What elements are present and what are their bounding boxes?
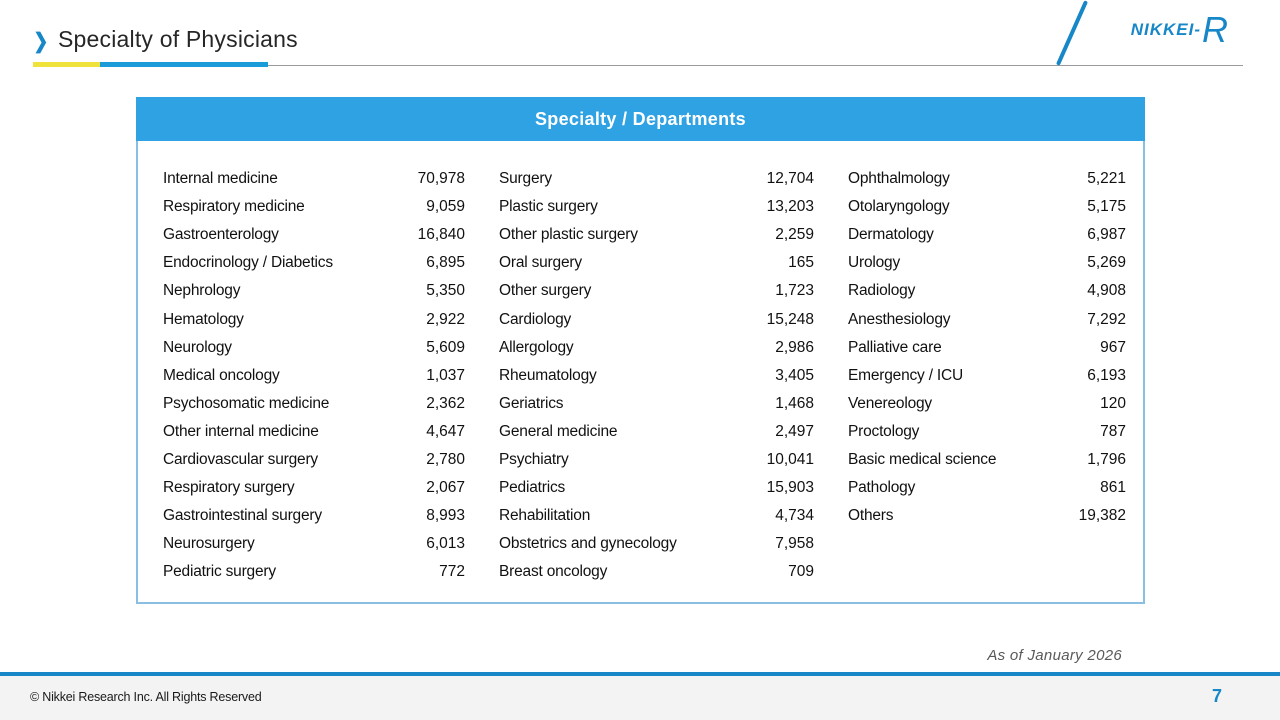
- specialty-value: 2,922: [426, 310, 465, 328]
- copyright-text: © Nikkei Research Inc. All Rights Reserved: [30, 690, 262, 704]
- specialty-label: Other surgery: [499, 282, 592, 300]
- table-row: [499, 334, 814, 362]
- specialty-value: 4,647: [426, 422, 465, 440]
- specialty-value: 772: [439, 563, 465, 581]
- table-row: [499, 558, 814, 586]
- chevron-right-icon: ❯: [33, 30, 49, 53]
- table-row: [163, 390, 465, 418]
- specialty-label: Plastic surgery: [499, 198, 598, 216]
- specialty-label: Others: [848, 507, 894, 525]
- specialty-value: 8,993: [426, 507, 465, 525]
- table-row: [848, 502, 1126, 530]
- table-row: [499, 362, 814, 390]
- specialty-value: 5,175: [1087, 198, 1126, 216]
- table-row: [848, 193, 1126, 221]
- specialty-label: Gastroenterology: [163, 226, 279, 244]
- specialty-label: Nephrology: [163, 282, 241, 300]
- table-row: [848, 474, 1126, 502]
- logo-r-mark: R: [1202, 9, 1228, 50]
- specialty-value: 2,259: [775, 226, 814, 244]
- specialty-value: 1,468: [775, 394, 814, 412]
- specialty-value: 861: [1100, 479, 1126, 497]
- specialty-value: 967: [1100, 338, 1126, 356]
- table-row: [163, 446, 465, 474]
- specialty-label: Ophthalmology: [848, 170, 950, 188]
- table-row: [848, 390, 1126, 418]
- table-row: [163, 305, 465, 333]
- specialty-value: 10,041: [766, 450, 814, 468]
- table-row: [499, 277, 814, 305]
- specialty-label: Venereology: [848, 394, 932, 412]
- specialty-value: 6,895: [426, 254, 465, 272]
- specialty-value: 15,903: [766, 479, 814, 497]
- specialty-value: 5,609: [426, 338, 465, 356]
- table-row: [163, 362, 465, 390]
- table-row: [499, 165, 814, 193]
- table-row: [163, 277, 465, 305]
- specialty-label: Allergology: [499, 338, 574, 356]
- table-row: [848, 165, 1126, 193]
- table-row: [499, 446, 814, 474]
- specialty-label: Dermatology: [848, 226, 934, 244]
- specialty-label: Emergency / ICU: [848, 366, 964, 384]
- specialty-value: 4,908: [1087, 282, 1126, 300]
- table-row: [163, 249, 465, 277]
- specialty-value: 2,497: [775, 422, 814, 440]
- table-row: [848, 221, 1126, 249]
- specialty-value: 2,986: [775, 338, 814, 356]
- specialty-label: Neurosurgery: [163, 535, 255, 553]
- specialty-label: Pediatric surgery: [163, 563, 276, 581]
- table-row: [848, 446, 1126, 474]
- specialty-value: 3,405: [775, 366, 814, 384]
- specialty-value: 5,350: [426, 282, 465, 300]
- table-row: [848, 362, 1126, 390]
- table-column-2: [499, 165, 814, 586]
- specialty-value: 6,013: [426, 535, 465, 553]
- title-underline-blue: [100, 62, 268, 67]
- specialty-value: 6,987: [1087, 226, 1126, 244]
- table-row: [163, 502, 465, 530]
- table-row: [163, 221, 465, 249]
- specialty-label: Medical oncology: [163, 366, 280, 384]
- specialty-label: Breast oncology: [499, 563, 608, 581]
- specialty-label: Proctology: [848, 422, 920, 440]
- logo-slash-icon: [1056, 0, 1088, 66]
- specialty-label: Rehabilitation: [499, 507, 591, 525]
- specialty-label: Gastrointestinal surgery: [163, 507, 322, 525]
- specialty-label: Cardiovascular surgery: [163, 450, 318, 468]
- table-row: [499, 249, 814, 277]
- specialty-label: Rheumatology: [499, 366, 597, 384]
- table-row: [848, 277, 1126, 305]
- specialty-value: 9,059: [426, 198, 465, 216]
- specialty-label: Urology: [848, 254, 901, 272]
- specialty-label: Other plastic surgery: [499, 226, 638, 244]
- specialty-label: Other internal medicine: [163, 422, 319, 440]
- specialty-label: Psychiatry: [499, 450, 569, 468]
- specialty-value: 709: [788, 563, 814, 581]
- table-column-1: [163, 165, 465, 586]
- specialty-label: Respiratory surgery: [163, 479, 295, 497]
- specialty-value: 7,292: [1087, 310, 1126, 328]
- table-row: [499, 305, 814, 333]
- specialty-label: Radiology: [848, 282, 916, 300]
- specialty-label: Hematology: [163, 310, 244, 328]
- specialty-value: 1,796: [1087, 450, 1126, 468]
- table-row: [499, 474, 814, 502]
- specialty-label: General medicine: [499, 422, 618, 440]
- table-title: Specialty / Departments: [535, 108, 746, 129]
- specialty-label: Oral surgery: [499, 254, 582, 272]
- specialty-value: 120: [1100, 394, 1126, 412]
- table-row: [499, 418, 814, 446]
- specialty-label: Surgery: [499, 170, 552, 188]
- specialty-label: Otolaryngology: [848, 198, 950, 216]
- table-row: [163, 418, 465, 446]
- specialty-label: Psychosomatic medicine: [163, 394, 330, 412]
- specialty-value: 1,723: [775, 282, 814, 300]
- table-row: [499, 530, 814, 558]
- title-underline-yellow: [33, 62, 100, 67]
- title-underline-gray: [268, 65, 1243, 66]
- specialty-label: Respiratory medicine: [163, 198, 305, 216]
- table-row: [163, 193, 465, 221]
- specialty-label: Neurology: [163, 338, 232, 356]
- specialty-value: 5,221: [1087, 170, 1126, 188]
- as-of-date: As of January 2026: [987, 647, 1122, 664]
- table-row: [499, 390, 814, 418]
- specialty-label: Geriatrics: [499, 394, 564, 412]
- page-number: 7: [1211, 686, 1222, 706]
- specialty-value: 19,382: [1078, 507, 1126, 525]
- specialty-value: 15,248: [766, 310, 814, 328]
- table-row: [163, 334, 465, 362]
- specialty-value: 16,840: [417, 226, 465, 244]
- specialty-value: 2,362: [426, 394, 465, 412]
- table-row: [848, 418, 1126, 446]
- specialty-label: Endocrinology / Diabetics: [163, 254, 333, 272]
- logo-word: NIKKEI-: [1130, 20, 1201, 39]
- specialty-value: 2,067: [426, 479, 465, 497]
- specialty-value: 12,704: [766, 170, 814, 188]
- specialty-table: [136, 97, 1145, 604]
- specialty-label: Cardiology: [499, 310, 572, 328]
- specialty-label: Obstetrics and gynecology: [499, 535, 677, 553]
- specialty-value: 165: [788, 254, 814, 272]
- table-row: [499, 502, 814, 530]
- table-body: [136, 141, 1145, 604]
- specialty-value: 5,269: [1087, 254, 1126, 272]
- table-column-3: [848, 165, 1126, 586]
- specialty-value: 70,978: [417, 170, 465, 188]
- page-title: Specialty of Physicians: [58, 26, 298, 52]
- table-row: [499, 221, 814, 249]
- specialty-label: Pediatrics: [499, 479, 566, 497]
- table-row: [163, 474, 465, 502]
- table-row: [499, 193, 814, 221]
- table-row: [163, 530, 465, 558]
- specialty-value: 787: [1100, 422, 1126, 440]
- table-row: [848, 249, 1126, 277]
- table-row: [163, 558, 465, 586]
- nikkei-r-logo: [1108, 8, 1228, 52]
- specialty-value: 1,037: [426, 366, 465, 384]
- specialty-label: Pathology: [848, 479, 916, 497]
- specialty-value: 2,780: [426, 450, 465, 468]
- specialty-value: 7,958: [775, 535, 814, 553]
- table-row: [848, 334, 1126, 362]
- table-header: [136, 97, 1145, 141]
- specialty-value: 13,203: [766, 198, 814, 216]
- table-row: [163, 165, 465, 193]
- specialty-label: Internal medicine: [163, 170, 278, 188]
- specialty-label: Palliative care: [848, 338, 942, 356]
- specialty-label: Basic medical science: [848, 450, 997, 468]
- specialty-value: 4,734: [775, 507, 814, 525]
- specialty-value: 6,193: [1087, 366, 1126, 384]
- table-row: [848, 305, 1126, 333]
- specialty-label: Anesthesiology: [848, 310, 951, 328]
